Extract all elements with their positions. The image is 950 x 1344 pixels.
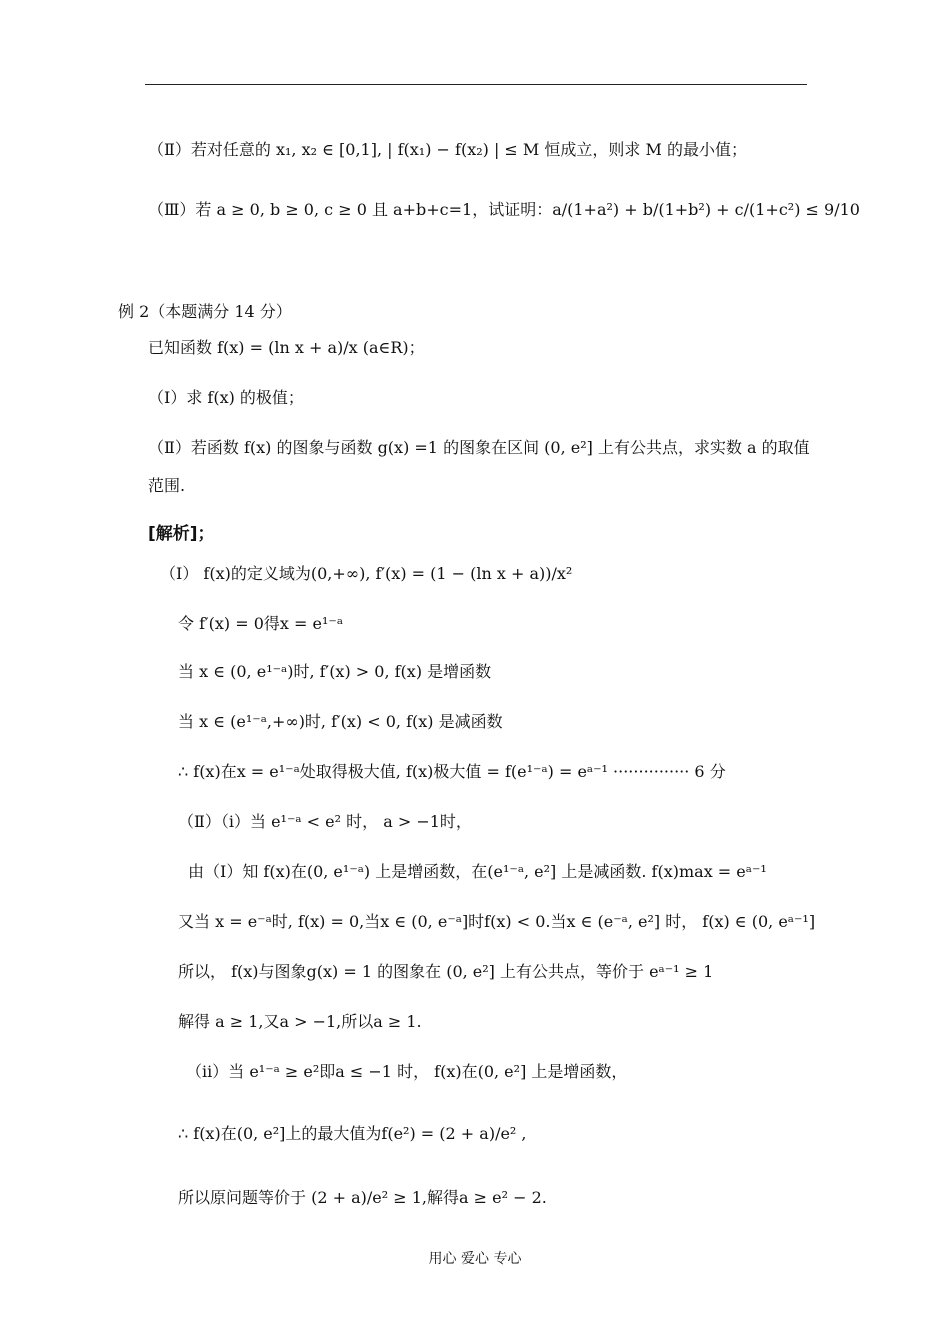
- text-line-ex2-part2-b: 范围.: [148, 476, 186, 495]
- text-line-sol-10: 解得 a ≥ 1,又a > −1,所以a ≥ 1.: [178, 1012, 422, 1031]
- page-footer: 用心 爱心 专心: [428, 1251, 522, 1267]
- text-line-sol-5: ∴ f(x)在x = e¹⁻ᵃ处取得极大值, f(x)极大值 = f(e¹⁻ᵃ) = eᵃ⁻¹ ··············· 6 分: [178, 762, 726, 781]
- text-line-sol-9: 所以， f(x)与图象g(x) = 1 的图象在 (0, e²] 上有公共点，等价于 eᵃ⁻¹ ≥ 1: [178, 962, 714, 981]
- text-line-sol-11: （ii）当 e¹⁻ᵃ ≥ e²即a ≤ −1 时， f(x)在(0, e²] 上是增函数，: [186, 1062, 628, 1081]
- text-line-sol-heading: [解析]；: [148, 524, 215, 544]
- text-line-sol-13: 所以原问题等价于 (2 + a)/e² ≥ 1,解得a ≥ e² − 2.: [178, 1188, 547, 1207]
- text-line-ex2-title: 例 2（本题满分 14 分）: [118, 302, 292, 321]
- text-line-ex2-part1: （Ⅰ）求 f(x) 的极值；: [148, 388, 304, 407]
- text-line-ex2-part2-a: （Ⅱ）若函数 f(x) 的图象与函数 g(x) =1 的图象在区间 (0, e²] 上有公共点，求实数 a 的取值: [148, 438, 810, 457]
- text-line-prob1-part2: （Ⅱ）若对任意的 x₁, x₂ ∈ [0,1], | f(x₁) − f(x₂) | ≤ M 恒成立，则求 M 的最小值；: [148, 140, 747, 159]
- text-line-sol-4: 当 x ∈ (e¹⁻ᵃ,+∞)时, f′(x) < 0, f(x) 是减函数: [178, 712, 503, 731]
- text-line-sol-12: ∴ f(x)在(0, e²]上的最大值为f(e²) = (2 + a)/e² ,: [178, 1124, 527, 1143]
- text-line-prob1-part3: （Ⅲ）若 a ≥ 0, b ≥ 0, c ≥ 0 且 a+b+c=1，试证明：a/(1+a²) + b/(1+b²) + c/(1+c²) ≤ 9/10: [148, 200, 860, 219]
- text-line-ex2-given: 已知函数 f(x) = (ln x + a)/x (a∈R)；: [148, 338, 425, 357]
- text-line-sol-6: （Ⅱ）（i）当 e¹⁻ᵃ < e² 时， a > −1时，: [178, 812, 472, 831]
- text-line-sol-3: 当 x ∈ (0, e¹⁻ᵃ)时, f′(x) > 0, f(x) 是增函数: [178, 662, 492, 681]
- header-rule: [145, 84, 807, 85]
- text-line-sol-8: 又当 x = e⁻ᵃ时, f(x) = 0,当x ∈ (0, e⁻ᵃ]时f(x) < 0.当x ∈ (e⁻ᵃ, e²] 时， f(x) ∈ (0, eᵃ⁻¹]: [178, 912, 816, 931]
- text-line-sol-2: 令 f′(x) = 0得x = e¹⁻ᵃ: [178, 614, 344, 633]
- text-line-sol-7: 由（Ⅰ）知 f(x)在(0, e¹⁻ᵃ) 上是增函数，在(e¹⁻ᵃ, e²] 上是减函数. f(x)max = eᵃ⁻¹: [188, 862, 767, 881]
- text-line-sol-1: （Ⅰ） f(x)的定义域为(0,+∞), f′(x) = (1 − (ln x + a))/x²: [160, 564, 573, 583]
